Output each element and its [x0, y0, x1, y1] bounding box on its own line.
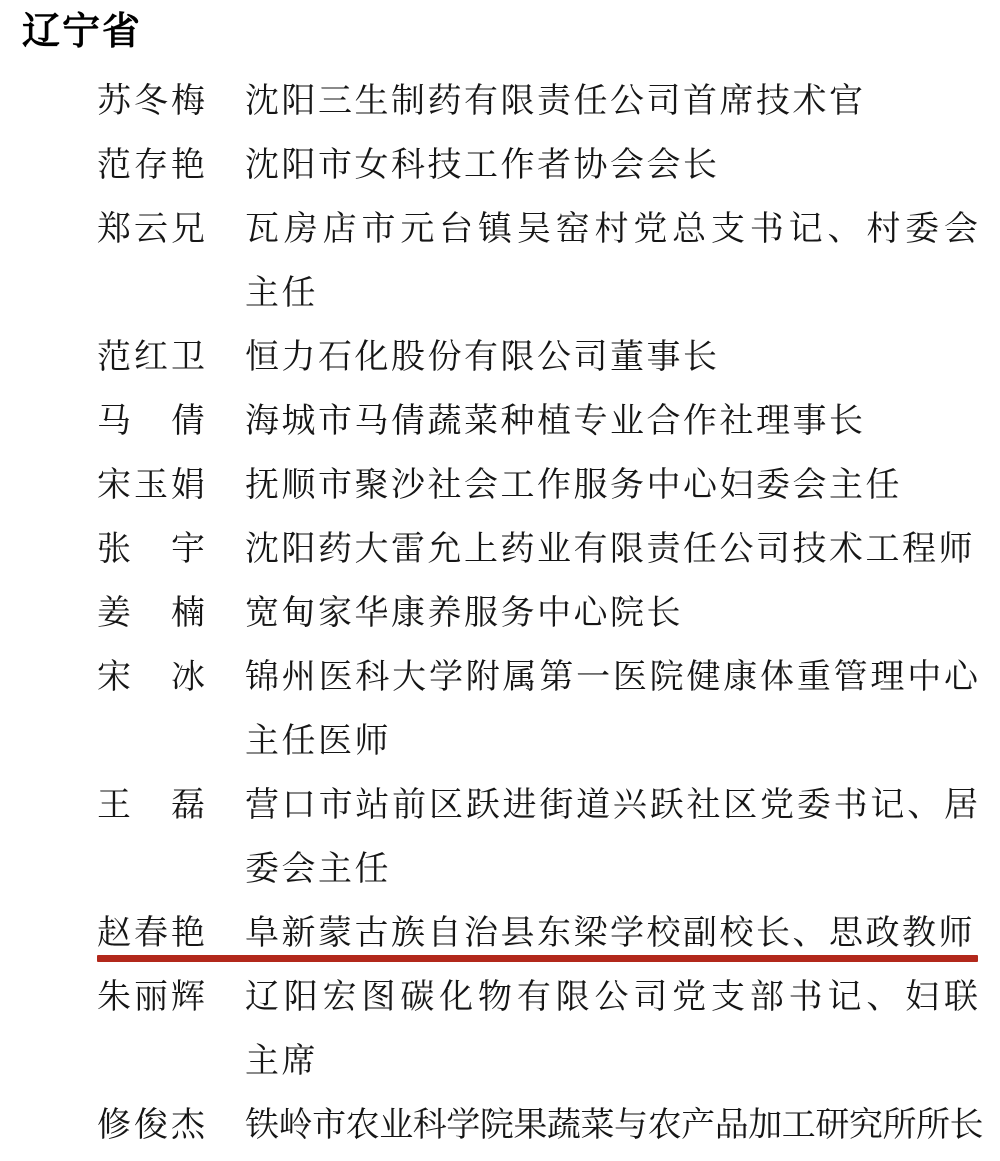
list-entry: [0, 646, 1000, 774]
entry-name: 朱丽辉: [97, 979, 205, 1016]
entry-name: 张宇: [97, 531, 205, 568]
list-entry: [0, 390, 1000, 454]
entry-title-line: 恒力石化股份有限公司董事长: [245, 339, 720, 376]
entry-name: 宋冰: [97, 659, 205, 696]
entry-name: 郑云兄: [97, 211, 205, 248]
entry-name: 马倩: [97, 403, 205, 440]
entry-title-line: 主任医师: [245, 723, 391, 760]
list-entry: [0, 134, 1000, 198]
entry-title-line: 委会主任: [245, 851, 391, 888]
province-header: 辽宁省: [22, 11, 143, 53]
entry-title: [245, 198, 978, 326]
entry-title: [245, 966, 978, 1094]
entry-title-line: 瓦房店市元台镇吴窑村党总支书记、村委会: [245, 211, 978, 248]
highlight-underline: [97, 955, 978, 962]
entry-title: [245, 390, 866, 454]
entry-name: 范红卫: [97, 339, 205, 376]
list-entry: [0, 454, 1000, 518]
entry-title: [245, 326, 720, 390]
list-entry: [0, 198, 1000, 326]
list-entry: [0, 70, 1000, 134]
entry-name: 姜楠: [97, 595, 205, 632]
entry-title: [245, 1094, 983, 1158]
list-entry: [0, 774, 1000, 902]
entry-title-line: 阜新蒙古族自治县东梁学校副校长、思政教师: [245, 915, 975, 952]
entry-title: [245, 70, 866, 134]
entry-title-line: 主席: [245, 1043, 318, 1080]
entry-title: [245, 454, 902, 518]
entry-name: 苏冬梅: [97, 83, 205, 120]
entry-title-line: 沈阳药大雷允上药业有限责任公司技术工程师: [245, 531, 975, 568]
entry-title-line: 主任: [245, 275, 318, 312]
entry-name: 王磊: [97, 787, 205, 824]
entry-title: [245, 582, 683, 646]
entry-name: 范存艳: [97, 147, 205, 184]
entry-title-line: 营口市站前区跃进街道兴跃社区党委书记、居: [245, 787, 978, 824]
entry-title-line: 海城市马倩蔬菜种植专业合作社理事长: [245, 403, 866, 440]
entry-title-line: 抚顺市聚沙社会工作服务中心妇委会主任: [245, 467, 902, 504]
list-entry: [0, 1094, 1000, 1158]
list-entry: [0, 966, 1000, 1094]
entry-title-line: 沈阳三生制药有限责任公司首席技术官: [245, 83, 866, 120]
entry-title: [245, 646, 978, 774]
entry-title-line: 宽甸家华康养服务中心院长: [245, 595, 683, 632]
list-entry: [0, 518, 1000, 582]
entry-title-line: 辽阳宏图碳化物有限公司党支部书记、妇联: [245, 979, 978, 1016]
entry-name: 宋玉娟: [97, 467, 205, 504]
entries-list: [0, 70, 1000, 1158]
entry-title: [245, 774, 978, 902]
list-entry: [0, 582, 1000, 646]
entry-name: 赵春艳: [97, 915, 205, 952]
list-entry: [0, 902, 1000, 966]
entry-title: [245, 134, 720, 198]
list-entry: [0, 326, 1000, 390]
entry-title-line: 锦州医科大学附属第一医院健康体重管理中心: [245, 659, 978, 696]
entry-name: 修俊杰: [97, 1107, 205, 1144]
entry-title-line: 沈阳市女科技工作者协会会长: [245, 147, 720, 184]
entry-title: [245, 518, 975, 582]
entry-title-line: 铁岭市农业科学院果蔬菜与农产品加工研究所所长: [245, 1107, 984, 1144]
